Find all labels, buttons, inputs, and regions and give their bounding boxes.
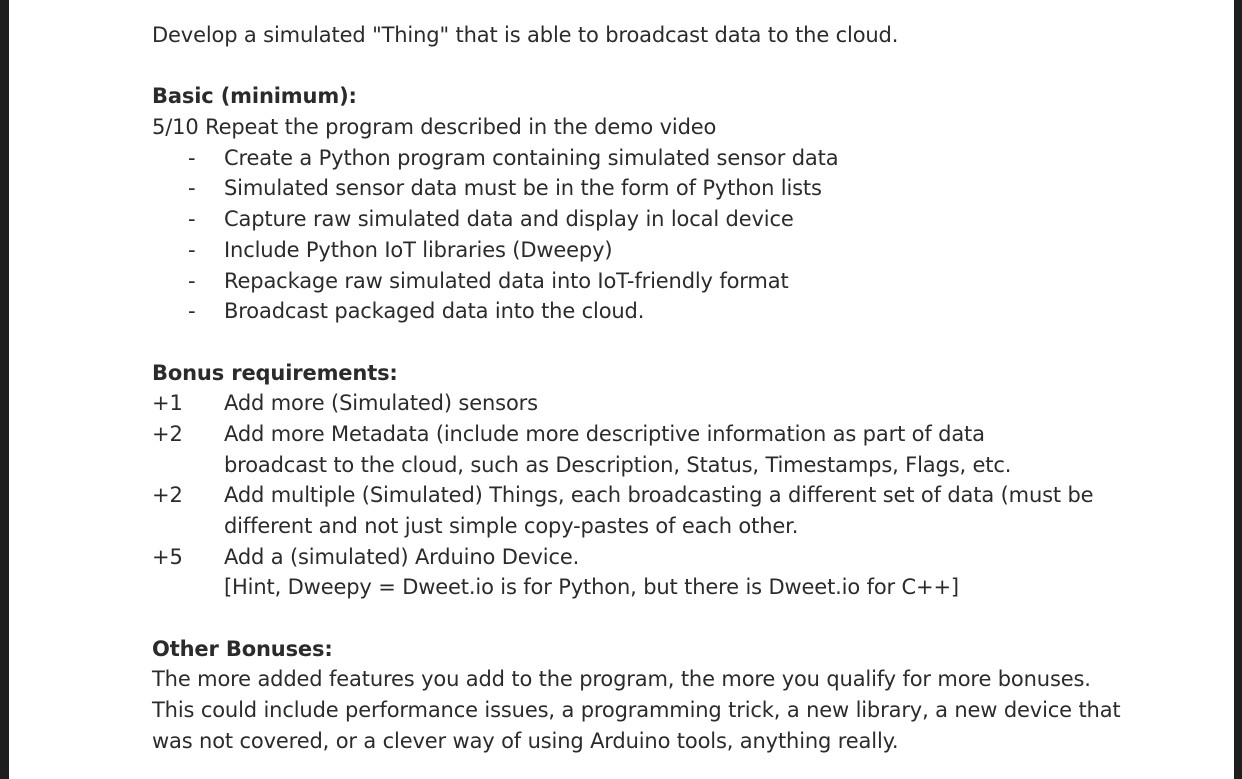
document-content [152,20,1152,757]
bonus-text: Add a (simulated) Arduino Device. [224,544,580,569]
bullet-dash: - [188,299,196,324]
spacer [152,603,1152,634]
basic-item [152,204,1152,235]
bonus-points: +2 [152,421,183,446]
bullet-dash: - [188,207,196,232]
bonus-item [152,388,1152,419]
basic-item-text: Broadcast packaged data into the cloud. [224,299,645,324]
other-text: The more added features you add to the program, the more you qualify for more bonuses. [152,667,1091,692]
bonus-item [152,542,1152,573]
bonus-text: Add multiple (Simulated) Things, each broadcasting a different set of data (must be [224,483,1094,508]
basic-item [152,143,1152,174]
basic-item [152,296,1152,327]
bonus-text-continued: different and not just simple copy-pastes of each other. [224,514,799,538]
basic-item-text: Create a Python program containing simulated sensor data [224,145,839,170]
basic-item-text: Capture raw simulated data and display in local device [224,207,794,232]
bullet-dash: - [188,176,196,201]
basic-item-text: Simulated sensor data must be in the form of Python lists [224,176,822,201]
bonus-points: +5 [152,544,183,569]
basic-item-text: Repackage raw simulated data into IoT-friendly format [224,268,789,293]
bonus-item [152,480,1152,511]
spacer [152,327,1152,358]
basic-heading: Basic (minimum): [152,84,357,109]
document-page [9,0,1234,779]
basic-item [152,173,1152,204]
basic-item-text: Include Python IoT libraries (Dweepy) [224,237,613,262]
intro-text: Develop a simulated "Thing" that is able to broadcast data to the cloud. [152,23,899,47]
bonus-heading: Bonus requirements: [152,360,398,385]
bullet-dash: - [188,237,196,262]
spacer [152,51,1152,82]
bonus-text-continued: broadcast to the cloud, such as Description, Status, Timestamps, Flags, etc. [224,452,1012,477]
bonus-item [152,419,1152,450]
other-text: This could include performance issues, a programming trick, a new library, a new device that [152,698,1121,723]
bonus-text: Add more (Simulated) sensors [224,391,538,416]
other-heading: Other Bonuses: [152,636,333,661]
bonus-points: +1 [152,391,183,416]
basic-item [152,266,1152,297]
basic-score-line: 5/10 Repeat the program described in the demo video [152,115,717,140]
bonus-text: Add more Metadata (include more descriptive information as part of data [224,421,985,446]
basic-item [152,235,1152,266]
bullet-dash: - [188,145,196,170]
bullet-dash: - [188,268,196,293]
bonus-hint: [Hint, Dweepy = Dweet.io is for Python, but there is Dweet.io for C++] [224,575,959,600]
other-text: was not covered, or a clever way of using Arduino tools, anything really. [152,728,899,753]
bonus-points: +2 [152,483,183,508]
